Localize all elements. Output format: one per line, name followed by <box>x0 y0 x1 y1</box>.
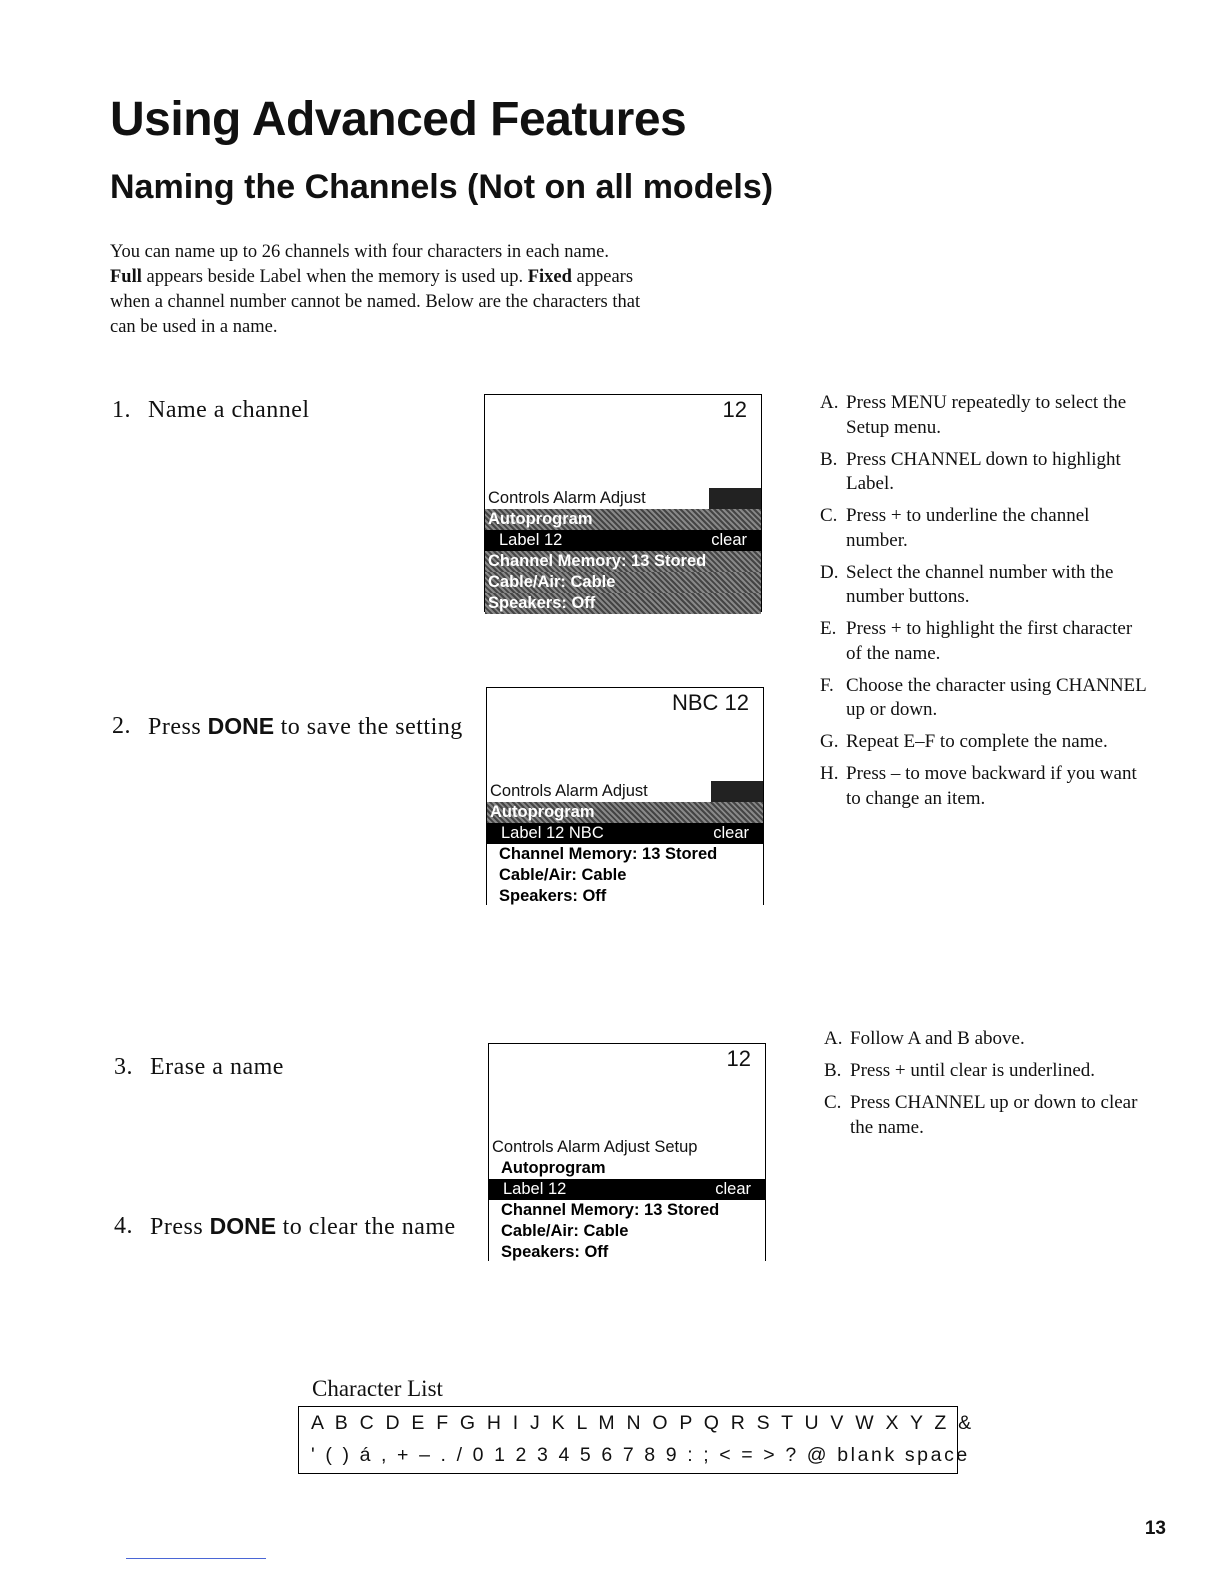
instruction-item: E. Press + to highlight the first character of the name. <box>820 618 1133 664</box>
instruction-item: A. Press MENU repeatedly to select the Setup menu. <box>820 392 1127 438</box>
tv-screen-save-setting <box>486 687 764 905</box>
channel-number: 12 <box>722 397 747 422</box>
menu-row-channel-memory: Channel Memory: 13 Stored <box>485 551 761 572</box>
setup-menu <box>489 1137 765 1263</box>
instruction-item: C. Press + to underline the channel number. <box>820 505 1090 551</box>
intro-paragraph <box>110 240 790 340</box>
menu-row-autoprogram: Autoprogram <box>485 509 761 530</box>
instruction-item: F. Choose the character using CHANNEL up or down. <box>820 674 1147 720</box>
menu-row-channel-memory: Channel Memory: 13 Stored <box>489 1200 765 1221</box>
menu-row-label: Label 12 clear <box>485 530 761 551</box>
step-number: 3. <box>114 1054 133 1080</box>
step-number: 1. <box>112 397 131 423</box>
menu-row-label: Label 12 NBC clear <box>487 823 763 844</box>
step-3 <box>114 1053 470 1082</box>
menu-row-cable-air: Cable/Air: Cable <box>487 865 763 886</box>
step-2 <box>112 712 468 742</box>
done-keyword: DONE <box>207 713 275 739</box>
step-text: Press DONE to clear the name <box>150 1213 456 1240</box>
page-title: Using Advanced Features <box>110 93 687 146</box>
done-keyword: DONE <box>209 1213 277 1239</box>
step-text: Name a channel <box>148 397 310 423</box>
tv-screen-erase-name <box>488 1043 766 1261</box>
menu-row-speakers: Speakers: Off <box>487 886 763 907</box>
character-list-title: Character List <box>312 1376 443 1401</box>
instruction-item: B. Press CHANNEL down to highlight Label. <box>820 448 1121 494</box>
instruction-item: A. Follow A and B above. <box>824 1028 1025 1049</box>
clear-option: clear <box>713 824 749 842</box>
intro-line-1: You can name up to 26 channels with four characters in each name. <box>110 242 609 262</box>
menu-header: Controls Alarm Adjust <box>485 488 761 509</box>
menu-header: Controls Alarm Adjust Setup <box>489 1137 765 1158</box>
step-4 <box>114 1212 470 1242</box>
menu-row-autoprogram: Autoprogram <box>487 802 763 823</box>
tv-screen-name-channel <box>484 394 762 612</box>
channel-number: 12 <box>726 1046 751 1071</box>
character-list-line-1: A B C D E F G H I J K L M N O P Q R S T U V W X Y Z & <box>311 1412 975 1434</box>
section-subtitle: Naming the Channels (Not on all models) <box>110 168 774 206</box>
intro-line-2 <box>110 265 790 290</box>
instruction-item: C. Press CHANNEL up or down to clear the name. <box>824 1092 1138 1138</box>
intro-line-2a: appears beside Label when the memory is used up. <box>141 267 528 287</box>
intro-line-4: can be used in a name. <box>110 317 278 337</box>
menu-row-channel-memory: Channel Memory: 13 Stored <box>487 844 763 865</box>
step-text: Press DONE to save the setting <box>148 713 463 740</box>
page-number: 13 <box>1144 1518 1166 1539</box>
instruction-item: H. Press – to move backward if you want to change an item. <box>820 763 1137 809</box>
setup-tab-highlight <box>711 781 763 802</box>
setup-menu <box>485 488 761 614</box>
clear-option: clear <box>711 531 747 549</box>
instruction-item: D. Select the channel number with the number buttons. <box>820 561 1114 607</box>
character-list-line-2: ' ( ) á , + – . / 0 1 2 3 4 5 6 7 8 9 : ; < = > ? @ blank space <box>311 1444 970 1466</box>
instruction-item: B. Press + until clear is underlined. <box>824 1060 1095 1081</box>
intro-line-3: when a channel number cannot be named. Below are the characters that <box>110 292 641 312</box>
menu-header: Controls Alarm Adjust <box>487 781 763 802</box>
step-text: Erase a name <box>150 1054 284 1080</box>
fixed-keyword: Fixed <box>527 267 572 287</box>
intro-line-2b: appears <box>571 267 634 287</box>
menu-row-cable-air: Cable/Air: Cable <box>485 572 761 593</box>
step-1 <box>112 396 468 425</box>
full-keyword: Full <box>110 267 142 287</box>
menu-row-speakers: Speakers: Off <box>489 1242 765 1263</box>
clear-option: clear <box>715 1180 751 1198</box>
setup-menu <box>487 781 763 907</box>
instructions-name-channel <box>820 391 1150 819</box>
instruction-item: G. Repeat E–F to complete the name. <box>820 731 1108 752</box>
channel-number: NBC 12 <box>671 690 749 715</box>
setup-tab-highlight <box>709 488 761 509</box>
step-number: 4. <box>114 1213 133 1239</box>
menu-row-speakers: Speakers: Off <box>485 593 761 614</box>
menu-row-cable-air: Cable/Air: Cable <box>489 1221 765 1242</box>
character-list-box <box>298 1406 975 1474</box>
instructions-erase-name <box>824 1027 1144 1148</box>
menu-row-label: Label 12 clear <box>489 1179 765 1200</box>
footer-rule <box>126 1558 266 1559</box>
step-number: 2. <box>112 713 131 739</box>
menu-row-autoprogram: Autoprogram <box>489 1158 765 1179</box>
